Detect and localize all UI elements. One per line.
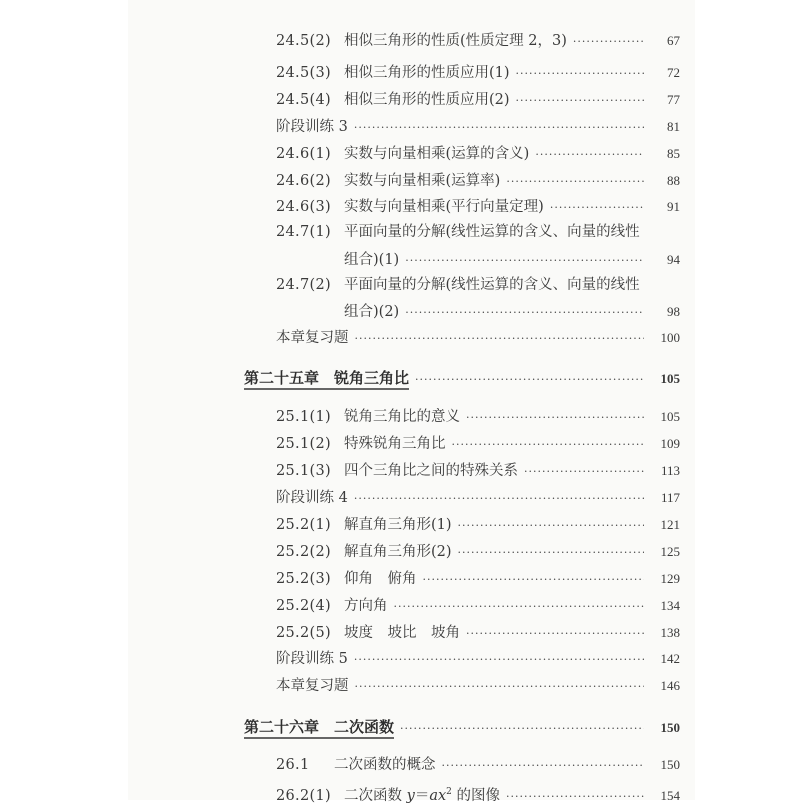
toc-entry-line2[interactable] bbox=[344, 303, 680, 322]
chapter-title: 第二十六章 二次函数 bbox=[244, 718, 394, 739]
toc-entry[interactable] bbox=[276, 32, 680, 51]
dot-leader bbox=[423, 571, 645, 589]
dot-leader bbox=[466, 409, 644, 427]
formula-exponent: 2 bbox=[446, 787, 452, 797]
page-number: 134 bbox=[660, 598, 680, 613]
entry-title: 平面向量的分解(线性运算的含义、向量的线性 bbox=[344, 224, 640, 240]
page-number: 117 bbox=[660, 490, 680, 505]
toc-entry-line1[interactable] bbox=[276, 276, 680, 294]
section-number: 25.1(3) bbox=[276, 463, 331, 479]
section-number: 26.2(1) bbox=[276, 787, 331, 804]
section-number: 26.1 bbox=[276, 757, 310, 773]
entry-title: 仰角 俯角 bbox=[344, 571, 417, 587]
entry-title: 相似三角形的性质(性质定理 2，3) bbox=[344, 33, 567, 49]
toc-entry[interactable] bbox=[276, 516, 680, 535]
toc-chapter-heading[interactable] bbox=[244, 718, 680, 739]
dot-leader bbox=[394, 598, 645, 616]
dot-leader bbox=[458, 544, 644, 562]
entry-title: 实数与向量相乘(平行向量定理) bbox=[344, 199, 544, 215]
toc-entry[interactable] bbox=[276, 543, 680, 562]
page-number: 138 bbox=[660, 625, 680, 640]
toc-entry[interactable] bbox=[276, 489, 680, 508]
toc-entry[interactable] bbox=[276, 462, 680, 481]
entry-title: 本章复习题 bbox=[276, 330, 349, 346]
dot-leader bbox=[535, 146, 644, 164]
page-number: 100 bbox=[660, 330, 680, 345]
page-number: 67 bbox=[667, 33, 680, 48]
toc-entry[interactable] bbox=[276, 408, 680, 427]
entry-title: 本章复习题 bbox=[276, 678, 349, 694]
page-number: 94 bbox=[667, 252, 680, 267]
toc-entry[interactable] bbox=[276, 91, 680, 110]
dot-leader bbox=[506, 788, 644, 806]
entry-title: 相似三角形的性质应用(2) bbox=[344, 92, 510, 108]
page-number: 77 bbox=[667, 92, 680, 107]
toc-entry-line1[interactable] bbox=[276, 223, 680, 241]
section-number: 24.7(2) bbox=[276, 277, 331, 293]
dot-leader bbox=[400, 720, 644, 738]
section-number: 24.5(4) bbox=[276, 92, 331, 108]
page-number: 91 bbox=[667, 199, 680, 214]
dot-leader bbox=[550, 199, 644, 217]
toc-entry[interactable] bbox=[276, 570, 680, 589]
entry-title: 阶段训练 4 bbox=[276, 490, 348, 506]
page-number: 129 bbox=[660, 571, 680, 586]
page-number: 121 bbox=[660, 517, 680, 532]
toc-entry[interactable] bbox=[276, 756, 680, 775]
entry-title: 方向角 bbox=[344, 598, 388, 614]
section-number: 25.2(4) bbox=[276, 598, 331, 614]
title-suffix: 的图像 bbox=[451, 787, 500, 804]
section-number: 24.5(2) bbox=[276, 33, 331, 49]
toc-chapter-heading[interactable] bbox=[244, 369, 680, 390]
page-number: 72 bbox=[667, 65, 680, 80]
dot-leader bbox=[442, 757, 645, 775]
section-number: 24.7(1) bbox=[276, 224, 331, 240]
dot-leader bbox=[355, 678, 645, 696]
entry-title-continued: 组合)(1) bbox=[344, 252, 400, 268]
toc-entry[interactable] bbox=[276, 145, 680, 164]
dot-leader bbox=[524, 463, 644, 481]
toc-entry-line2[interactable] bbox=[344, 251, 680, 270]
page-number: 150 bbox=[660, 757, 680, 772]
section-number: 25.2(2) bbox=[276, 544, 331, 560]
section-number: 25.1(1) bbox=[276, 409, 331, 425]
section-number: 24.5(3) bbox=[276, 65, 331, 81]
dot-leader bbox=[405, 304, 644, 322]
dot-leader bbox=[355, 330, 645, 348]
toc-entry[interactable] bbox=[276, 329, 680, 348]
entry-title-continued: 组合)(2) bbox=[344, 304, 400, 320]
dot-leader bbox=[573, 33, 644, 51]
section-number: 25.1(2) bbox=[276, 436, 331, 452]
entry-title: 实数与向量相乘(运算率) bbox=[344, 173, 501, 189]
dot-leader bbox=[516, 92, 644, 110]
page-number: 81 bbox=[667, 119, 680, 134]
dot-leader bbox=[506, 173, 644, 191]
page-number: 113 bbox=[660, 463, 680, 478]
formula-term: ax bbox=[429, 787, 447, 804]
page-number: 105 bbox=[660, 371, 680, 386]
toc-entry[interactable] bbox=[276, 597, 680, 616]
title-prefix: 二次函数 bbox=[344, 787, 407, 804]
entry-title: 相似三角形的性质应用(1) bbox=[344, 65, 510, 81]
section-number: 25.2(1) bbox=[276, 517, 331, 533]
toc-entry[interactable] bbox=[276, 435, 680, 454]
section-number: 24.6(2) bbox=[276, 173, 331, 189]
toc-entry[interactable] bbox=[276, 650, 680, 669]
entry-title: 特殊锐角三角比 bbox=[344, 436, 446, 452]
chapter-title: 第二十五章 锐角三角比 bbox=[244, 369, 409, 390]
toc-entry[interactable] bbox=[276, 198, 680, 217]
entry-title: 坡度 坡比 坡角 bbox=[344, 625, 460, 641]
page-number: 146 bbox=[660, 678, 680, 693]
entry-title: 阶段训练 3 bbox=[276, 119, 348, 135]
page-number: 88 bbox=[667, 173, 680, 188]
section-number: 25.2(3) bbox=[276, 571, 331, 587]
page-number: 154 bbox=[660, 787, 680, 803]
entry-title: 平面向量的分解(线性运算的含义、向量的线性 bbox=[344, 277, 640, 293]
section-number: 24.6(3) bbox=[276, 199, 331, 215]
entry-title: 二次函数的概念 bbox=[334, 757, 436, 773]
entry-title: 锐角三角比的意义 bbox=[344, 409, 460, 425]
dot-leader bbox=[354, 490, 644, 508]
toc-entry[interactable] bbox=[276, 118, 680, 137]
page-number: 142 bbox=[660, 651, 680, 666]
dot-leader bbox=[354, 651, 644, 669]
page-number: 150 bbox=[660, 720, 680, 735]
page-number: 125 bbox=[660, 544, 680, 559]
entry-title: 解直角三角形(2) bbox=[344, 544, 452, 560]
toc-entry[interactable] bbox=[276, 172, 680, 191]
page-number: 98 bbox=[667, 304, 680, 319]
entry-title: 实数与向量相乘(运算的含义) bbox=[344, 146, 530, 162]
toc-entry[interactable] bbox=[276, 624, 680, 643]
entry-title: 四个三角比之间的特殊关系 bbox=[344, 463, 518, 479]
page-number: 109 bbox=[660, 436, 680, 451]
formula-variable: y bbox=[406, 787, 415, 804]
dot-leader bbox=[405, 252, 644, 270]
dot-leader bbox=[354, 119, 644, 137]
formula-equals: ＝ bbox=[414, 787, 430, 804]
dot-leader bbox=[415, 371, 644, 389]
page-number: 105 bbox=[660, 409, 680, 424]
section-number: 25.2(5) bbox=[276, 625, 331, 641]
dot-leader bbox=[452, 436, 645, 454]
dot-leader bbox=[466, 625, 644, 643]
page-number: 85 bbox=[667, 146, 680, 161]
dot-leader bbox=[458, 517, 644, 535]
toc-entry[interactable] bbox=[276, 64, 680, 83]
toc-entry[interactable] bbox=[276, 783, 680, 806]
entry-title: 阶段训练 5 bbox=[276, 651, 348, 667]
dot-leader bbox=[516, 65, 644, 83]
entry-title: 解直角三角形(1) bbox=[344, 517, 452, 533]
section-number: 24.6(1) bbox=[276, 146, 331, 162]
entry-title bbox=[344, 783, 500, 805]
toc-entry[interactable] bbox=[276, 677, 680, 696]
